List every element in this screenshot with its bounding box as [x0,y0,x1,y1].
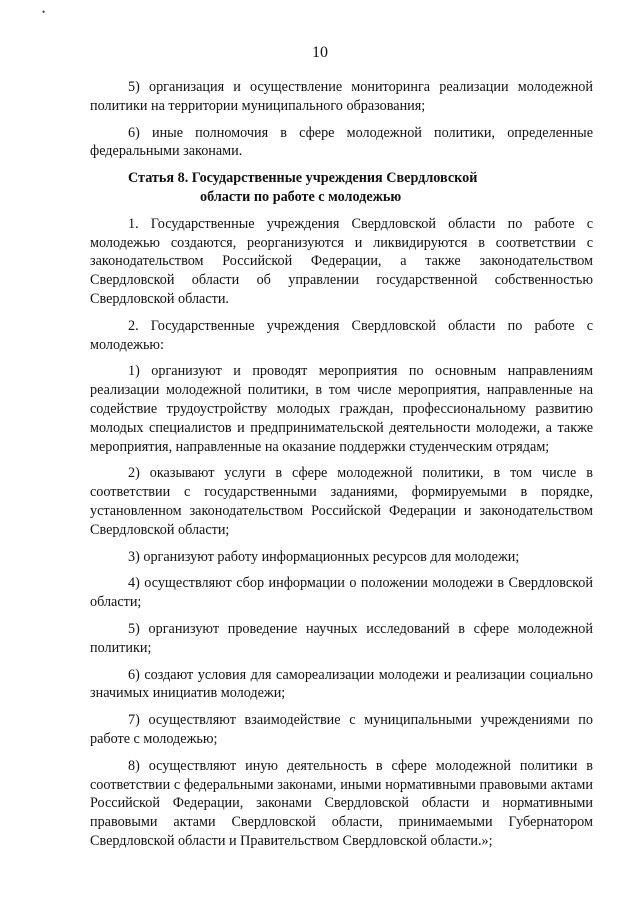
paragraph-subitem-2: 2) оказывают услуги в сфере молодежной политики, в том числе в соответствии с государственными заданиями, формируемыми в порядке, установленном законодательством Российской Федерации и законодательством Свердловской области; [90,465,593,538]
article-title-line-2: области по работе с молодежью [200,188,402,205]
paragraph-clause-2: 2. Государственные учреждения Свердловской области по работе с молодежью: [90,317,593,353]
paragraph-subitem-4: 4) осуществляют сбор информации о положении молодежи в Свердловской области; [90,575,593,611]
paragraph-clause-1: 1. Государственные учреждения Свердловской области по работе с молодежью создаются, реорганизуются и ликвидируются в соответствии с законодательством Российской Федерации, а также законодательством Свердловской области об управлении государственной собственностью Свердловской области. [90,215,593,307]
paragraph-subitem-6: 6) создают условия для самореализации молодежи и реализации социально значимых инициатив молодежи; [90,666,593,702]
paragraph-subitem-8: 8) осуществляют иную деятельность в сфере молодежной политики в соответствии с федеральными законами, иными нормативными правовыми актами Российской Федерации, законами Свердловской области и нормативными правовыми актами Свердловской области, принимаемыми Губернатором Свердловской области и Правительством Свердловской области.»; [90,757,593,849]
document-body [90,78,593,859]
paragraph-subitem-1: 1) организуют и проводят мероприятия по основным направлениям реализации молодежной политики, в том числе мероприятия, направленные на содействие трудоустройству молодых граждан, профессиональному развитию молодых специалистов и предпринимательской деятельности молодежи, а также мероприятия, направленные на оказание поддержки студенческим отрядам; [90,363,593,455]
paragraph-item-5-monitoring: 5) организация и осуществление мониторинга реализации молодежной политики на территории муниципального образования; [90,79,593,114]
page-number: 10 [312,44,328,61]
article-title-line-1: Статья 8. Государственные учреждения Свердловской [128,170,478,187]
corner-mark: • [42,7,46,17]
paragraph-subitem-5: 5) организуют проведение научных исследований в сфере молодежной политики; [90,620,593,656]
article-heading [90,169,593,207]
paragraph-subitem-3: 3) организуют работу информационных ресурсов для молодежи; [128,548,520,565]
paragraph-subitem-7: 7) осуществляют взаимодействие с муниципальными учреждениями по работе с молодежью; [90,712,593,747]
paragraph-item-6-other-powers: 6) иные полномочия в сфере молодежной политики, определенные федеральными законами. [90,124,593,160]
